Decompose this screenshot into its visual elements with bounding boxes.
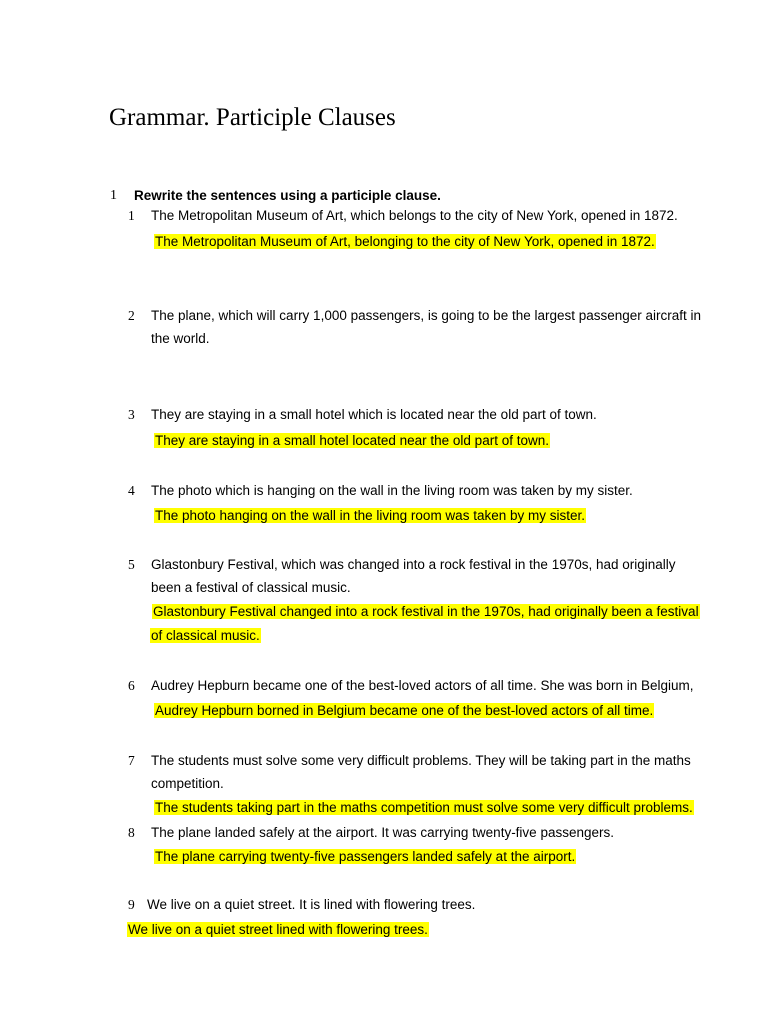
item-question: The plane landed safely at the airport. It was carrying twenty-five passengers. (151, 825, 614, 840)
item-number: 8 (128, 825, 135, 840)
page-title: Grammar. Participle Clauses (109, 104, 396, 131)
item-answer (154, 847, 576, 867)
item-number: 6 (128, 678, 135, 693)
answer-highlight: of classical music. (151, 628, 260, 643)
item-question-continued: been a festival of classical music. (151, 580, 351, 595)
item-answer (154, 232, 656, 252)
item-number: 9 (128, 897, 135, 912)
item-question: Glastonbury Festival, which was changed into a rock festival in the 1970s, had originally (151, 557, 676, 572)
answer-highlight: The photo hanging on the wall in the living room was taken by my sister. (155, 508, 585, 523)
item-question: The plane, which will carry 1,000 passengers, is going to be the largest passenger aircraft in (151, 308, 702, 323)
answer-highlight: They are staying in a small hotel located near the old part of town. (155, 433, 549, 448)
item-number: 2 (128, 308, 135, 323)
item-answer (127, 920, 429, 940)
item-question: They are staying in a small hotel which is located near the old part of town. (151, 407, 597, 422)
item-answer (152, 602, 700, 622)
answer-highlight: Glastonbury Festival changed into a rock festival in the 1970s, had originally been a festival (153, 604, 699, 619)
item-answer (154, 701, 654, 721)
answer-highlight: Audrey Hepburn borned in Belgium became one of the best-loved actors of all time. (155, 703, 654, 718)
item-question: The Metropolitan Museum of Art, which belongs to the city of New York, opened in 1872. (151, 208, 678, 223)
answer-highlight: The students taking part in the maths competition must solve some very difficult problems. (155, 800, 693, 815)
answer-highlight: The plane carrying twenty-five passengers landed safely at the airport. (155, 849, 576, 864)
item-question: The photo which is hanging on the wall in the living room was taken by my sister. (151, 483, 633, 498)
item-number: 4 (128, 483, 135, 498)
item-number: 5 (128, 557, 135, 572)
item-answer-continued (150, 626, 261, 646)
item-question: We live on a quiet street. It is lined with flowering trees. (147, 897, 476, 912)
item-question: The students must solve some very difficult problems. They will be taking part in the maths (151, 753, 691, 768)
item-question-continued: the world. (151, 331, 210, 346)
item-question-continued: competition. (151, 776, 224, 791)
answer-highlight: We live on a quiet street lined with flowering trees. (128, 922, 428, 937)
item-number: 1 (128, 208, 135, 223)
item-number: 3 (128, 407, 135, 422)
section-instruction: Rewrite the sentences using a participle clause. (134, 188, 441, 203)
item-number: 7 (128, 753, 135, 768)
item-answer (154, 798, 694, 818)
section-number: 1 (110, 188, 117, 203)
item-answer (154, 506, 586, 526)
item-question: Audrey Hepburn became one of the best-loved actors of all time. She was born in Belgium, (151, 678, 694, 693)
item-answer (154, 431, 550, 451)
answer-highlight: The Metropolitan Museum of Art, belonging to the city of New York, opened in 1872. (155, 234, 655, 249)
